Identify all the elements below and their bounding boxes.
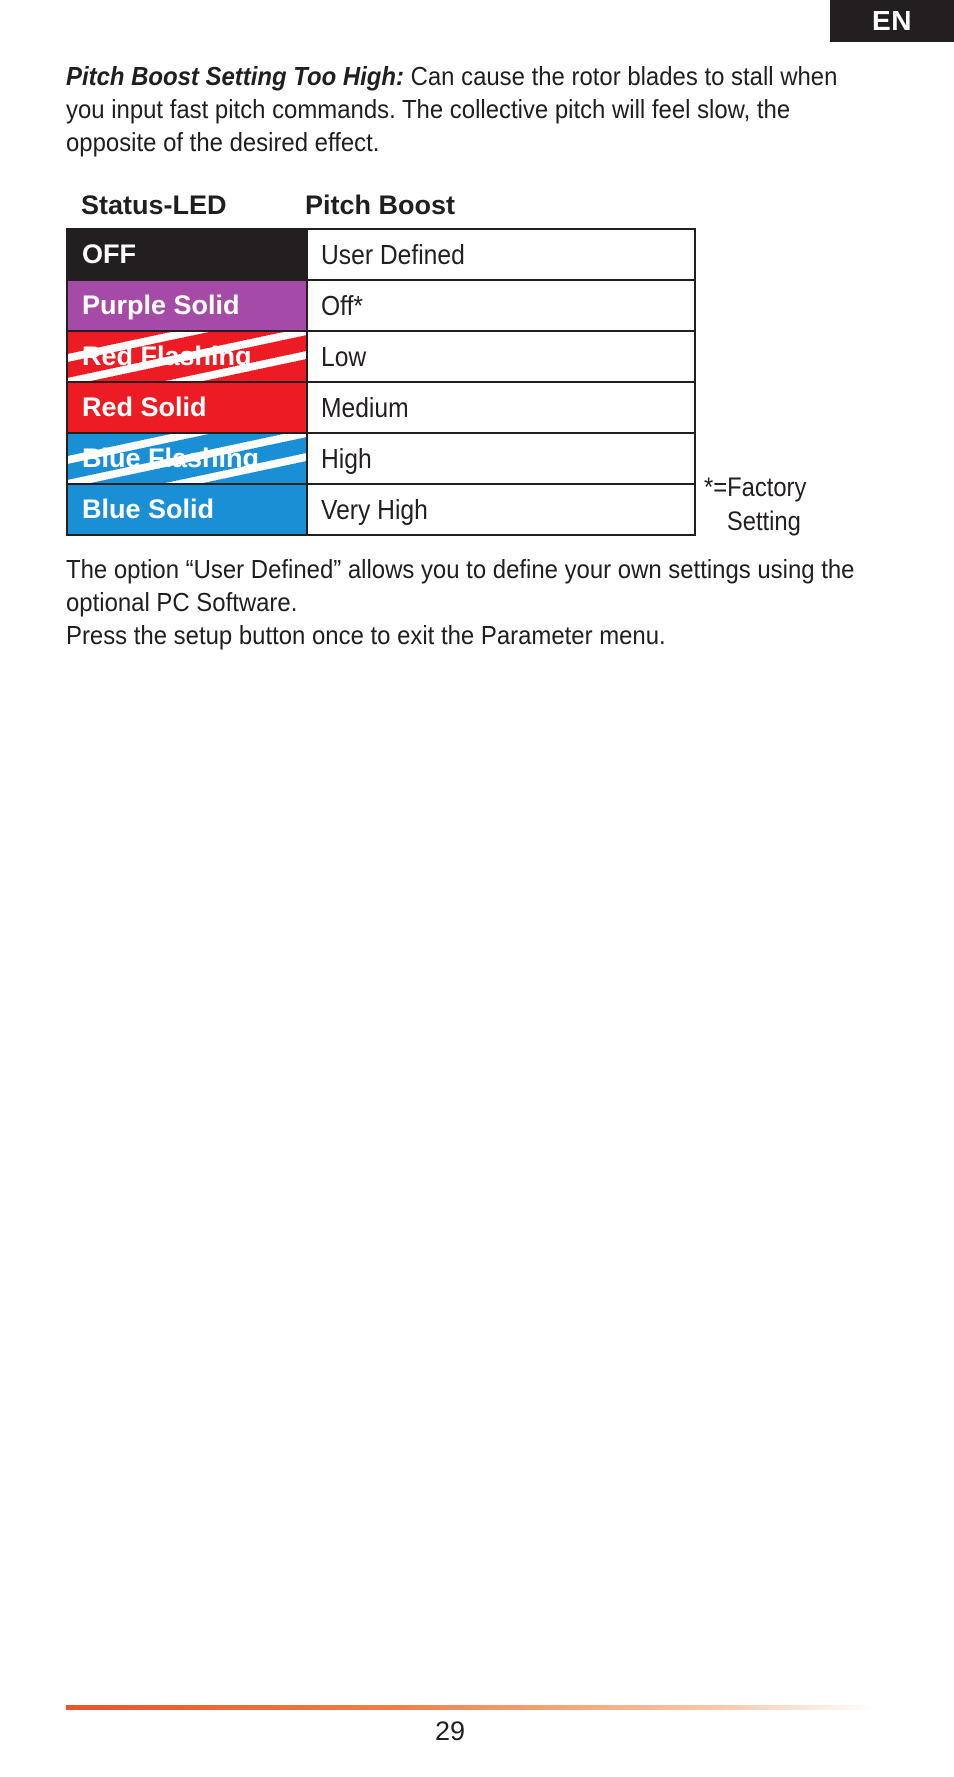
led-status-cell: Blue Flashing <box>67 433 307 484</box>
led-status-cell: Red Flashing <box>67 331 307 382</box>
value-text: Very High <box>321 493 428 525</box>
body-text <box>66 553 857 652</box>
pitch-boost-value <box>307 331 695 382</box>
table-row <box>67 280 695 331</box>
status-led-header: Status-LED <box>81 190 227 220</box>
intro-paragraph <box>66 60 857 159</box>
value-text: High <box>321 442 372 474</box>
led-status-cell: Purple Solid <box>67 280 307 331</box>
led-status-cell: Blue Solid <box>67 484 307 535</box>
pitch-boost-value <box>307 382 695 433</box>
pitch-boost-header: Pitch Boost <box>305 190 456 220</box>
value-text: User Defined <box>321 238 465 270</box>
pitch-boost-value <box>307 433 695 484</box>
table-row <box>67 229 695 280</box>
value-text: Medium <box>321 391 409 423</box>
table-row <box>67 331 695 382</box>
pitch-boost-table <box>66 228 696 536</box>
value-text: Low <box>321 340 367 372</box>
pitch-boost-value <box>307 280 695 331</box>
value-text: Off* <box>321 289 364 321</box>
footer-rule <box>66 1705 876 1710</box>
table-header <box>66 190 696 220</box>
table-row <box>67 382 695 433</box>
footnote-line-2: Setting <box>726 506 801 536</box>
intro-text: Can cause the rotor blades to stall when you input fast pitch commands. The collective pitch will feel slow, the opposite of the desired effect. <box>66 61 838 157</box>
pitch-boost-value <box>307 229 695 280</box>
user-defined-paragraph: The option “User Defined” allows you to define your own settings using the optional PC Software. <box>66 554 855 617</box>
led-status-cell: OFF <box>67 229 307 280</box>
language-tab: EN <box>830 0 954 42</box>
intro-heading: Pitch Boost Setting Too High: <box>66 61 404 91</box>
exit-menu-paragraph: Press the setup button once to exit the Parameter menu. <box>66 620 666 650</box>
factory-setting-note <box>704 470 820 538</box>
table-row <box>67 433 695 484</box>
pitch-boost-value <box>307 484 695 535</box>
page-number: 29 <box>434 1716 466 1746</box>
table-row <box>67 484 695 535</box>
led-status-cell: Red Solid <box>67 382 307 433</box>
footnote-line-1: *=Factory <box>704 472 807 502</box>
